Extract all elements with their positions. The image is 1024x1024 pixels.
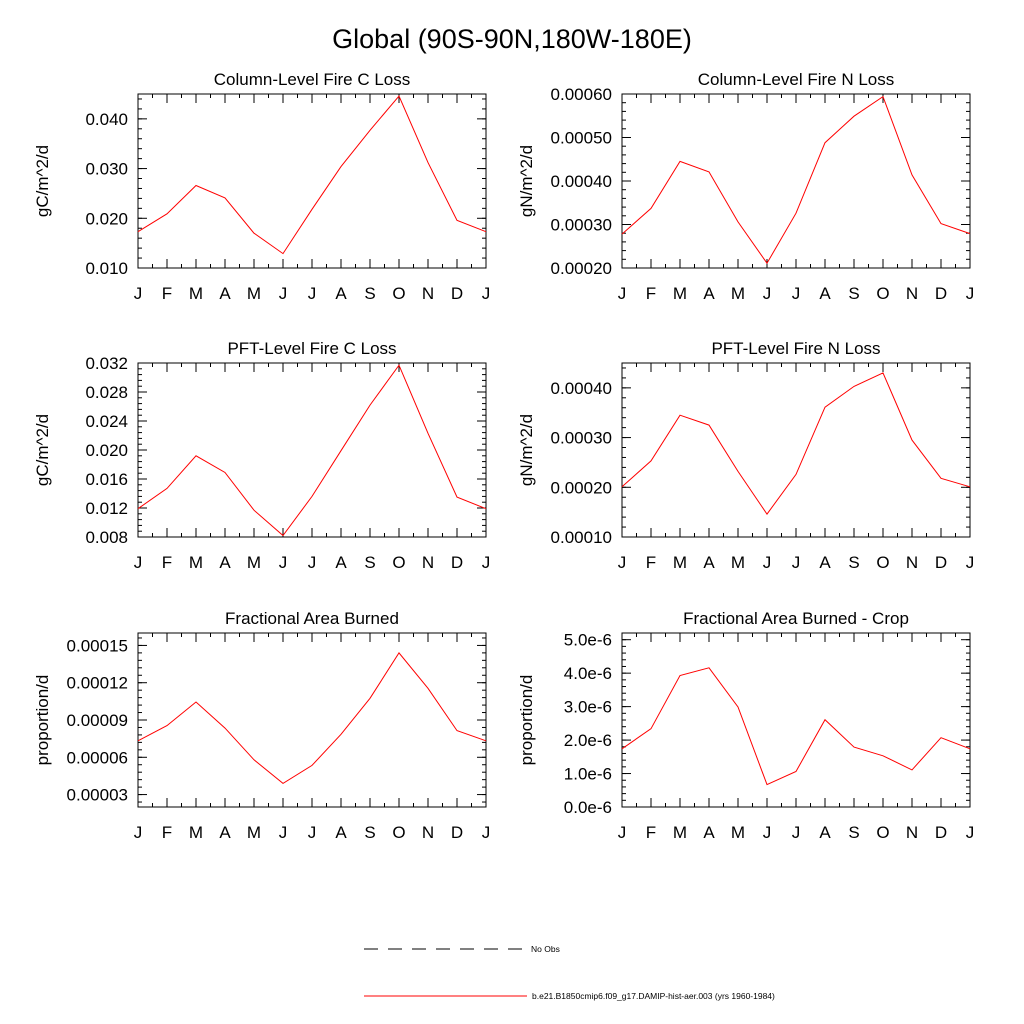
x-tick-label: J <box>307 553 317 572</box>
y-tick-label: 0.00060 <box>550 85 612 104</box>
y-tick-label: 0.020 <box>85 441 128 460</box>
y-tick-label: 5.0e-6 <box>563 630 612 650</box>
panel-title: Fractional Area Burned - Crop <box>683 609 909 628</box>
y-tick-label: 0.016 <box>85 470 128 489</box>
y-axis-label: gN/m^2/d <box>517 413 536 487</box>
y-axis-label: gC/m^2/d <box>33 144 52 218</box>
y-tick-label: 0.00009 <box>66 711 128 730</box>
y-tick-label: 0.024 <box>85 412 128 431</box>
x-tick-label: J <box>791 823 801 842</box>
legend-label: b.e21.B1850cmip6.f09_g17.DAMIP-hist-aer.003 (yrs 1960-1984) <box>532 991 775 1001</box>
y-tick-label: 0.00020 <box>550 478 612 498</box>
chart-panel-1 <box>33 70 490 303</box>
x-tick-label: J <box>133 823 143 842</box>
series-line <box>622 668 970 785</box>
x-tick-label: A <box>703 823 715 842</box>
x-tick-label: A <box>335 553 347 572</box>
x-tick-label: A <box>335 823 347 842</box>
series-line <box>622 97 970 264</box>
x-tick-label: O <box>392 284 406 303</box>
x-tick-label: S <box>848 553 860 572</box>
y-tick-label: 0.010 <box>85 259 128 278</box>
y-tick-label: 0.00003 <box>66 785 128 805</box>
panel-title: PFT-Level Fire N Loss <box>711 339 881 358</box>
series-line <box>138 653 486 784</box>
y-tick-label: 0.00030 <box>550 428 612 448</box>
x-tick-label: J <box>617 284 627 303</box>
x-tick-label: J <box>791 284 801 303</box>
x-tick-label: D <box>934 284 948 303</box>
x-tick-label: J <box>307 284 317 303</box>
x-tick-label: D <box>450 284 464 303</box>
y-tick-label: 0.00040 <box>550 378 612 398</box>
y-tick-label: 0.008 <box>85 528 128 547</box>
page-title: Global (90S-90N,180W-180E) <box>332 24 692 54</box>
y-axis-label: proportion/d <box>33 674 52 766</box>
x-tick-label: M <box>672 823 688 842</box>
x-tick-label: O <box>876 823 890 842</box>
x-tick-label: A <box>819 823 831 842</box>
y-axis-label: gN/m^2/d <box>517 144 536 218</box>
y-tick-label: 0.00015 <box>66 636 128 656</box>
x-tick-label: J <box>307 823 317 842</box>
x-tick-label: J <box>481 823 491 842</box>
x-tick-label: F <box>161 553 173 572</box>
y-tick-label: 0.028 <box>85 383 128 402</box>
y-tick-label: 2.0e-6 <box>563 731 612 751</box>
x-tick-label: S <box>848 823 860 842</box>
chart-panel-2 <box>517 70 974 303</box>
x-tick-label: N <box>421 284 435 303</box>
y-tick-label: 3.0e-6 <box>563 697 612 717</box>
x-tick-label: M <box>730 553 746 572</box>
x-tick-label: J <box>617 823 627 842</box>
y-tick-label: 0.00030 <box>550 215 612 235</box>
x-tick-label: D <box>934 553 948 572</box>
y-axis-label: gC/m^2/d <box>33 413 52 487</box>
x-tick-label: J <box>965 284 975 303</box>
x-tick-label: O <box>392 553 406 572</box>
y-tick-label: 0.040 <box>85 109 128 129</box>
x-tick-label: J <box>965 553 975 572</box>
chart-panel-4 <box>517 339 974 572</box>
x-tick-label: M <box>672 553 688 572</box>
chart-panel-6 <box>517 609 974 842</box>
y-tick-label: 0.032 <box>85 354 128 373</box>
plot-frame <box>622 94 970 268</box>
x-tick-label: J <box>617 553 627 572</box>
y-axis-label: proportion/d <box>517 674 536 766</box>
y-tick-label: 1.0e-6 <box>563 764 612 784</box>
x-tick-label: A <box>335 284 347 303</box>
x-tick-label: J <box>133 284 143 303</box>
panel-title: PFT-Level Fire C Loss <box>227 339 397 358</box>
plot-frame <box>622 363 970 537</box>
x-tick-label: O <box>876 284 890 303</box>
x-tick-label: D <box>450 823 464 842</box>
x-tick-label: M <box>188 823 204 842</box>
x-tick-label: A <box>703 553 715 572</box>
x-tick-label: O <box>392 823 406 842</box>
x-tick-label: S <box>364 553 376 572</box>
y-tick-label: 0.00020 <box>550 259 612 278</box>
x-tick-label: J <box>762 553 772 572</box>
series-line <box>138 96 486 254</box>
x-tick-label: N <box>421 553 435 572</box>
y-tick-label: 0.012 <box>85 499 128 518</box>
x-tick-label: M <box>188 553 204 572</box>
x-tick-label: J <box>481 553 491 572</box>
x-tick-label: O <box>876 553 890 572</box>
plot-frame <box>138 94 486 268</box>
panel-title: Column-Level Fire C Loss <box>213 70 411 89</box>
y-tick-label: 4.0e-6 <box>563 664 612 684</box>
x-tick-label: M <box>730 284 746 303</box>
y-tick-label: 0.00010 <box>550 528 612 547</box>
x-tick-label: F <box>645 823 657 842</box>
x-tick-label: M <box>246 823 262 842</box>
x-tick-label: M <box>246 284 262 303</box>
y-tick-label: 0.020 <box>85 209 128 229</box>
x-tick-label: J <box>965 823 975 842</box>
x-tick-label: A <box>219 823 231 842</box>
x-tick-label: N <box>905 823 919 842</box>
x-tick-label: M <box>246 553 262 572</box>
y-tick-label: 0.0e-6 <box>563 798 612 817</box>
x-tick-label: F <box>645 553 657 572</box>
plot-frame <box>138 633 486 807</box>
series-line <box>622 373 970 514</box>
chart-panel-3 <box>33 339 490 572</box>
x-tick-label: A <box>219 284 231 303</box>
legend-label: No Obs <box>531 944 560 954</box>
x-tick-label: S <box>364 823 376 842</box>
x-tick-label: J <box>791 553 801 572</box>
x-tick-label: N <box>905 284 919 303</box>
x-tick-label: N <box>905 553 919 572</box>
x-tick-label: J <box>481 284 491 303</box>
x-tick-label: M <box>672 284 688 303</box>
x-tick-label: J <box>762 823 772 842</box>
x-tick-label: J <box>278 823 288 842</box>
x-tick-label: F <box>161 284 173 303</box>
y-tick-label: 0.00012 <box>66 673 128 693</box>
x-tick-label: J <box>278 284 288 303</box>
x-tick-label: A <box>219 553 231 572</box>
plot-frame <box>622 633 970 807</box>
y-tick-label: 0.030 <box>85 159 128 179</box>
panel-title: Column-Level Fire N Loss <box>697 70 895 89</box>
panel-title: Fractional Area Burned <box>225 609 399 628</box>
x-tick-label: F <box>161 823 173 842</box>
y-tick-label: 0.00006 <box>66 748 128 768</box>
x-tick-label: D <box>934 823 948 842</box>
x-tick-label: J <box>762 284 772 303</box>
x-tick-label: D <box>450 553 464 572</box>
chart-panel-5 <box>33 609 490 842</box>
y-tick-label: 0.00050 <box>550 128 612 148</box>
x-tick-label: M <box>188 284 204 303</box>
legend <box>364 944 775 1001</box>
x-tick-label: J <box>133 553 143 572</box>
x-tick-label: F <box>645 284 657 303</box>
x-tick-label: S <box>364 284 376 303</box>
x-tick-label: A <box>819 284 831 303</box>
plot-frame <box>138 363 486 537</box>
x-tick-label: N <box>421 823 435 842</box>
x-tick-label: S <box>848 284 860 303</box>
x-tick-label: A <box>703 284 715 303</box>
x-tick-label: J <box>278 553 288 572</box>
y-tick-label: 0.00040 <box>550 172 612 191</box>
x-tick-label: A <box>819 553 831 572</box>
series-line <box>138 365 486 535</box>
x-tick-label: M <box>730 823 746 842</box>
